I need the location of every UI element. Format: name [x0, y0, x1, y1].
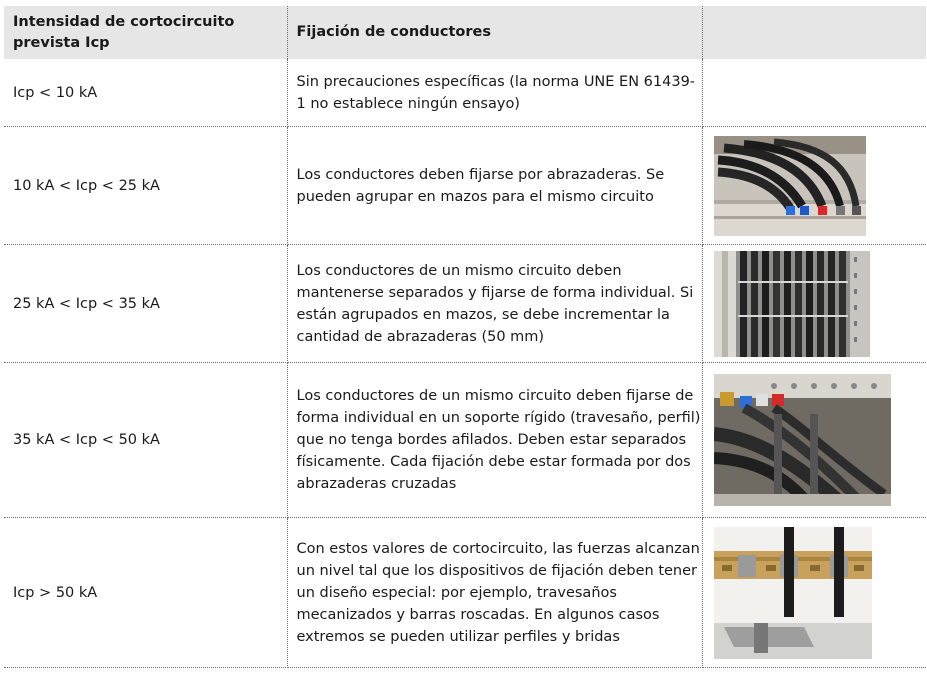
- separated-cables-photo: [714, 251, 870, 357]
- table-row: [4, 518, 926, 668]
- table-header-row: [4, 6, 926, 59]
- conductor-fixing-table: [4, 6, 926, 668]
- table-row: [4, 127, 926, 245]
- bundled-cables-photo: [714, 136, 866, 236]
- row-image-empty: [702, 59, 926, 127]
- row-text: Los conductores deben fijarse por abrazaderas. Se pueden agrupar en mazos para el mismo circuito: [287, 127, 702, 245]
- header-image: [702, 6, 926, 59]
- table-row: [4, 363, 926, 518]
- row-text: Los conductores de un mismo circuito deben mantenerse separados y fijarse de forma individual. Si están agrupados en mazos, se debe incrementar la cantidad de abrazaderas (50 mm): [287, 245, 702, 363]
- header-fixing: Fijación de conductores: [287, 6, 702, 59]
- row-range: Icp > 50 kA: [4, 518, 287, 668]
- row-range: 35 kA < Icp < 50 kA: [4, 363, 287, 518]
- special-fixing-photo: [714, 527, 872, 659]
- row-text: Los conductores de un mismo circuito deben fijarse de forma individual en un soporte rígido (travesaño, perfil) que no tenga bordes afilados. Deben estar separados físicamente. Cada fijación debe estar formada por dos abrazaderas cruzadas: [287, 363, 702, 518]
- crossed-clamps-photo: [714, 374, 891, 506]
- table-row: [4, 59, 926, 127]
- row-range: 25 kA < Icp < 35 kA: [4, 245, 287, 363]
- row-range: Icp < 10 kA: [4, 59, 287, 127]
- row-text: Con estos valores de cortocircuito, las fuerzas alcanzan un nivel tal que los dispositivos de fijación deben tener un diseño especial: por ejemplo, travesaños mecanizados y barras roscadas. En algunos casos extremos se pueden utilizar perfiles y bridas: [287, 518, 702, 668]
- row-text: Sin precauciones específicas (la norma UNE EN 61439-1 no establece ningún ensayo): [287, 59, 702, 127]
- table-row: [4, 245, 926, 363]
- row-range: 10 kA < Icp < 25 kA: [4, 127, 287, 245]
- header-icp: Intensidad de cortocircuito prevista Icp: [4, 6, 287, 59]
